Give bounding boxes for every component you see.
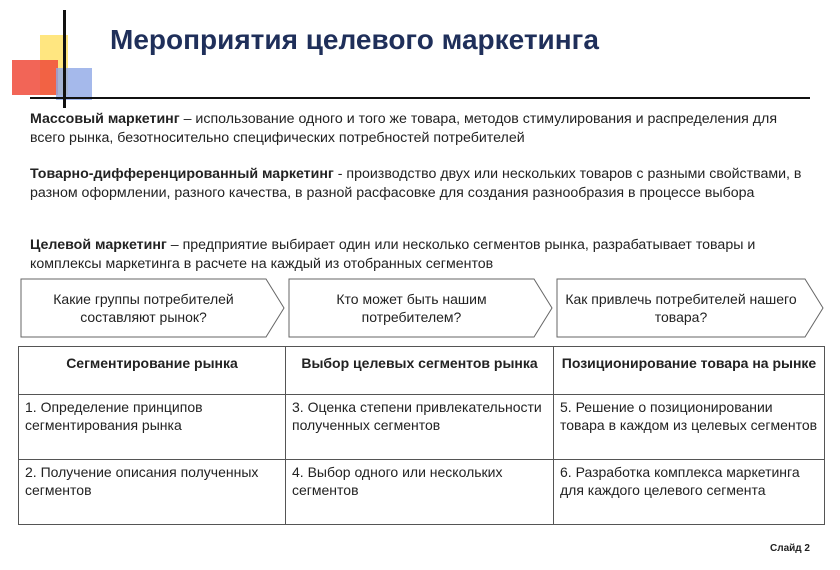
table-cell: 1. Определение принципов сегментирования рынка	[19, 395, 286, 460]
table-header-row	[19, 347, 825, 395]
slide-number: Слайд 2	[770, 543, 810, 554]
table-cell: 3. Оценка степени привлекательности полученных сегментов	[286, 395, 554, 460]
paragraph-target-marketing	[30, 236, 810, 274]
table-cell: 6. Разработка комплекса маркетинга для каждого целевого сегмента	[554, 460, 825, 525]
table-row	[19, 460, 825, 525]
paragraph-text: - производство двух или нескольких товаров с разными свойствами, в разном оформлении, разного качества, в разной расфасовке для создания разнообразия в процессе выбора	[30, 166, 802, 201]
paragraph-text: – использование одного и того же товара, методов стимулирования и распределения для всего рынка, безотносительно специфических потребностей потребителей	[30, 111, 777, 146]
page-title: Мероприятия целевого маркетинга	[110, 24, 599, 55]
table-cell: 2. Получение описания полученных сегментов	[19, 460, 286, 525]
paragraph-term: Целевой маркетинг	[30, 237, 167, 253]
question-text: Кто может быть нашим потребителем?	[336, 291, 487, 325]
question-arrow-1	[20, 278, 285, 338]
stages-table	[18, 346, 825, 525]
question-arrow-2	[288, 278, 553, 338]
decor-blue-square	[56, 68, 92, 100]
paragraph-mass-marketing	[30, 110, 810, 148]
title-underline	[30, 97, 810, 99]
header-segmentation: Сегментирование рынка	[19, 347, 286, 395]
question-arrow-3	[556, 278, 824, 338]
paragraph-differentiated-marketing	[30, 165, 810, 203]
header-positioning: Позиционирование товара на рынке	[554, 347, 825, 395]
paragraph-term: Массовый маркетинг	[30, 111, 180, 127]
table-cell: 4. Выбор одного или нескольких сегментов	[286, 460, 554, 525]
question-text: Какие группы потребителей составляют рынок?	[53, 291, 234, 325]
paragraph-term: Товарно-дифференцированный маркетинг	[30, 166, 334, 182]
paragraph-text: – предприятие выбирает один или несколько сегментов рынка, разрабатывает товары и комплексы маркетинга в расчете на каждый из отобранных сегментов	[30, 237, 756, 272]
header-target-selection: Выбор целевых сегментов рынка	[286, 347, 554, 395]
question-text: Как привлечь потребителей нашего товара?	[565, 291, 797, 325]
decor-red-square	[12, 60, 58, 95]
decor-vertical-line	[63, 10, 66, 108]
table-cell: 5. Решение о позиционировании товара в каждом из целевых сегментов	[554, 395, 825, 460]
table-row	[19, 395, 825, 460]
